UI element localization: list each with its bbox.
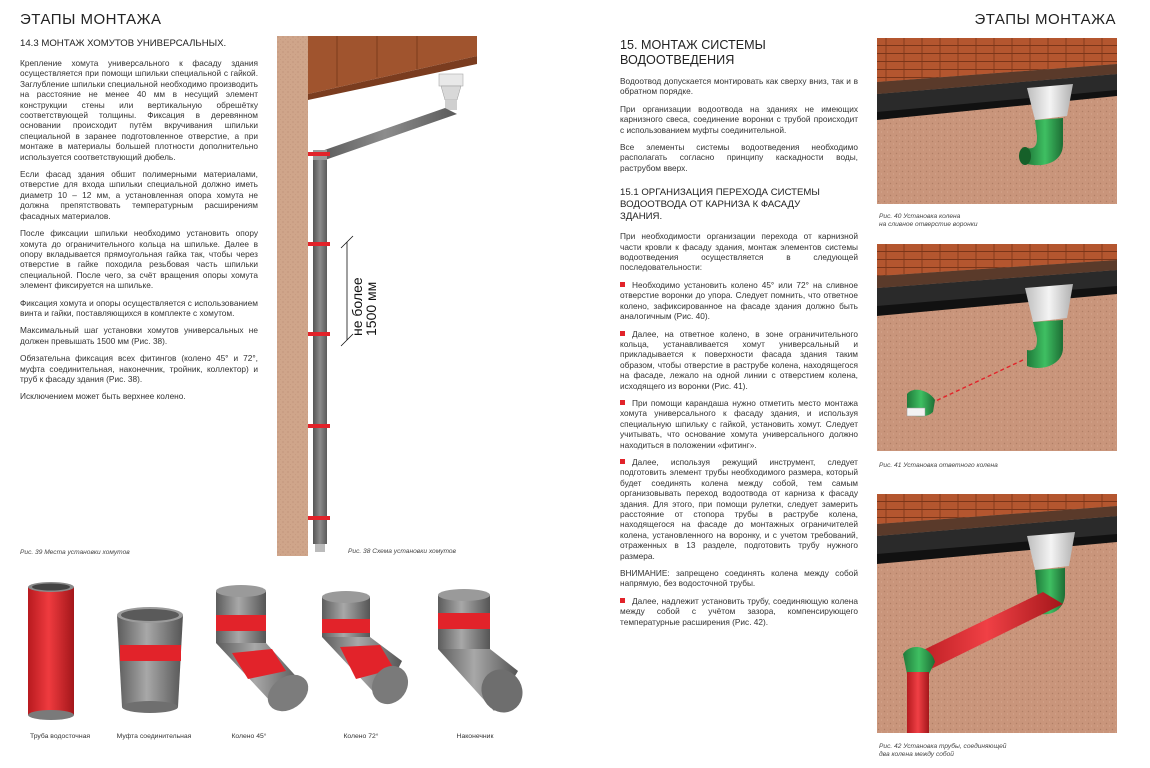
paragraph: После фиксации шпильки необходимо установить опору хомута до ограничительного кольца на шпильке. Далее в опору вкладывается прямоугольная гайка так, чтобы через отверстие в гайке походила резьбовая часть шпильки специальной. После чего, за счёт вращения опоры хомута элемент фиксируется на шпильке.: [20, 228, 258, 291]
bullet-item: Далее, на ответное колено, в зоне ограничительного кольца, устанавливается хомут универсальный и прикладывается к поверхности фасада здания таким образом, чтобы отверстие в раструбе колена, находящегося на фасаде, лежало на одной линии с отверстием колена, исходящего из воронки (Рис. 41).: [620, 328, 858, 391]
part-coupling: [117, 607, 183, 713]
paragraph: При организации водоотвода на зданиях не имеющих карнизного свеса, соединение воронки с трубой происходит с использованием муфты соединительной.: [620, 103, 858, 135]
paragraph: Максимальный шаг установки хомутов универсальных не должен превышать 1500 мм (Рис. 38).: [20, 325, 258, 346]
bullet-item: Далее, используя режущий инструмент, следует подготовить элемент трубы необходимого размера, который будет соединять колена между собой, тем самым организовывать переход водоотвода от карниза к фасаду здания. Для этого, при помощи рулетки, следует замерить расстояние от стопора трубы в раструбе колена, находящегося на фасаде до монтажных ограничителей колена, установленного на воронку, и с учетом требований, отраженных в 13 разделе, подготовить трубу нужного размера.: [620, 456, 858, 561]
red-bullet: [620, 331, 625, 336]
paragraph: Крепление хомута универсального к фасаду здания осуществляется при помощи шпильки специальной с гайкой. Заглубление шпильки специальной необходимо производить на расстояние не менее 40 мм в несущий элемент конструкции стены или вертикальную обрешётку соответствующей толщины. Фиксация в деревянном основании происходит путём вкручивания шпильки специальной в заранее подготовленное отверстие, а при монтаже в материалы большей плотности дополнительно используется соответствующий дюбель.: [20, 58, 258, 162]
bullet-item: Необходимо установить колено 45° или 72° на сливное отверстие воронки до упора. Следует помнить, что ответное колено, зафиксированное на фасаде здания должно быть аналогичным (Рис. 40).: [620, 279, 858, 322]
red-bullet: [620, 282, 625, 287]
red-bullet: [620, 598, 625, 603]
part-label: Наконечник: [456, 733, 494, 740]
figure-38-diagram: [277, 36, 477, 556]
figure-39-caption: Рис. 39 Места установки хомутов: [20, 549, 130, 556]
clamp: [907, 408, 925, 416]
funnel: [1025, 284, 1073, 322]
part-end-piece: [438, 589, 530, 720]
section-title-15: 15. МОНТАЖ СИСТЕМЫ ВОДООТВЕДЕНИЯ: [620, 38, 766, 67]
part-label: Труба водосточная: [29, 733, 91, 740]
dimension-value: 1500 мм: [363, 281, 379, 336]
red-bullet: [620, 400, 625, 405]
bullet-item: При помощи карандаша нужно отметить место монтажа хомута универсального к фасаду здания, и используя специальную шпильку с гайкой, установить хомут. Следует учитывать, что основание хомута универсального должно находиться в положении «фитинг».: [620, 397, 858, 450]
paragraph: При необходимости организации перехода от карнизной части кровли к фасаду здания, монтаж элементов системы водоотведения осуществляется в следующей последовательности:: [620, 231, 858, 273]
figure-41-photo: [877, 244, 1117, 451]
downpipe: [313, 160, 327, 544]
figure-42-caption: Рис. 42 Установка трубы, соединяющей два колена между собой: [879, 743, 1007, 758]
bullet-item: Далее, надлежит установить трубу, соединяющую колена между собой с учётом зазора, компенсирующего температурные расширения (Рис. 42).: [620, 595, 858, 627]
paragraph: Если фасад здания обшит полимерными материалами, отверстие для входа шпильки специальной должно иметь диаметр 10 – 12 мм, а установленная опора хомута не должна препятствовать температурным расширениям фасадных материалов.: [20, 169, 258, 221]
part-label: Колено 72°: [343, 733, 379, 740]
right-text-column: [620, 38, 858, 634]
paragraph: Исключением может быть верхнее колено.: [20, 391, 186, 402]
funnel: [1027, 84, 1073, 120]
gutter: [439, 74, 463, 86]
red-downpipe: [907, 672, 929, 733]
figure-40-photo: [877, 38, 1117, 204]
dimension-label: не более: [349, 277, 365, 336]
parts-gallery: [10, 575, 550, 760]
funnel: [441, 86, 461, 100]
figure-41-caption: Рис. 41 Установка ответного колена: [879, 462, 998, 469]
figure-38-caption: Рис. 38 Схема установки хомутов: [348, 548, 456, 555]
page-header-left: ЭТАПЫ МОНТАЖА: [20, 11, 162, 28]
left-text-column: [20, 38, 258, 409]
paragraph: Обязательна фиксация всех фитингов (колено 45° и 72°, муфта соединительная, наконечник, тройник, коллектор) и труб к фасаду здания (Рис. 38).: [20, 353, 258, 384]
red-bullet: [620, 459, 625, 464]
part-pipe: [28, 582, 74, 720]
figure-40-caption: Рис. 40 Установка колена на сливное отверстие воронки: [879, 213, 978, 228]
funnel: [1027, 532, 1075, 570]
paragraph: Водоотвод допускается монтировать как сверху вниз, так и в обратном порядке.: [620, 76, 858, 97]
part-label: Муфта соединительная: [116, 733, 192, 740]
page-header-right: ЭТАПЫ МОНТАЖА: [974, 11, 1116, 28]
part-label: Колено 45°: [231, 733, 267, 740]
diagonal-pipe: [313, 108, 457, 160]
warning-text: ВНИМАНИЕ: запрещено соединять колена между собой напрямую, без водосточной трубы.: [620, 568, 858, 589]
figure-42-photo: [877, 494, 1117, 733]
section-title-14-3: 14.3 МОНТАЖ ХОМУТОВ УНИВЕРСАЛЬНЫХ.: [20, 38, 227, 49]
part-elbow-72: [322, 591, 415, 711]
paragraph: Фиксация хомута и опоры осуществляется с использованием винта и гайки, поставляющихся в комплекте с хомутом.: [20, 297, 258, 318]
part-elbow-45: [216, 585, 315, 719]
paragraph: Все элементы системы водоотведения необходимо располагать согласно принципу каскадности воды, раструбом вверх.: [620, 142, 858, 173]
section-title-15-1: 15.1 ОРГАНИЗАЦИЯ ПЕРЕХОДА СИСТЕМЫ ВОДООТВОДА ОТ КАРНИЗА К ФАСАДУ ЗДАНИЯ.: [620, 187, 820, 223]
